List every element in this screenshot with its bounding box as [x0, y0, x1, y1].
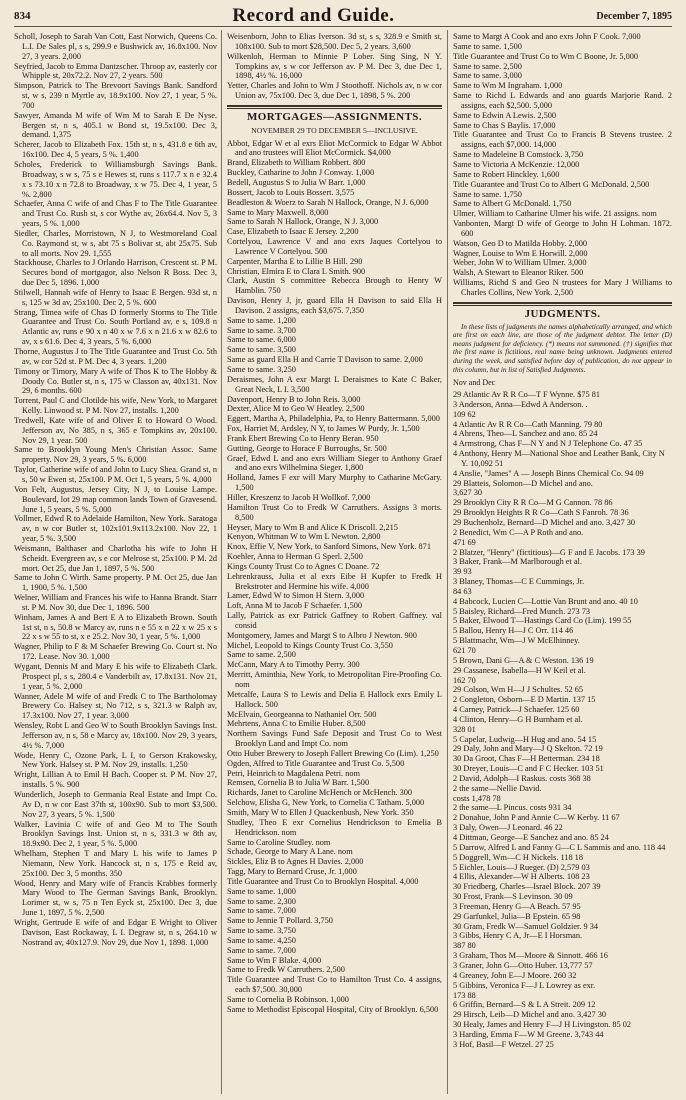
mortgage-entry: Scherer, Jacob to Elizabeth Fox. 15th st, n s, 431.8 e 6th av, 16x100. Dec 4, 5 years, 5 %. 1,400 [14, 140, 217, 160]
assignment-entry: Graef, Edwd L and ano exrs William Sieger to Anthony Graef and ano exrs Wilhelmina Sieger. 1,800 [227, 453, 442, 473]
mortgage-entry: Winham, James A and Bert E A to Elizabeth Brown. South 1st st, n s, 50.8 w Marcy av, runs n e 55 x n 22 x w 25 x s 22 x s w 55 to st, x e 25.2. Nov 30, 1 year, 5 %. 1,000 [14, 612, 217, 642]
judgment-entry: 29 Blatteis, Solomon—D Michel and ano. [453, 478, 593, 488]
judgment-entry: costs 1,478 78 [453, 793, 501, 803]
judgment-entry: 4 Anthony, Henry M—National Shoe and Leather Bank, City N Y. 10,092 51 [453, 449, 665, 468]
judgment-entry: 3 Freeman, Henry G—A Beach. 57 95 [453, 901, 581, 911]
assignment-entry: Same to Edwin A Lewis. 2,500 [453, 110, 557, 120]
judgment-entry: 29 Brooklyn City R R Co—M G Cannon. 78 86 [453, 498, 613, 508]
assignment-entry: Cortelyou, Lawrence V and ano exrs Jaques Cortelyou to Lawrence V Cortelyou. 500 [227, 237, 442, 256]
mortgage-entry: Wagner, Philip to F & M Schaefer Brewing Co. Court st. No 172. Lease. Nov 30. 1,000 [14, 642, 217, 662]
assignment-entry: Same to Cornelia B Robinson. 1,000 [227, 995, 349, 1004]
judgment-entry: 29 Atlantic Av R R Co—T F Wynne. $75 81 [453, 390, 601, 400]
assignment-entry: Same to Margt A Cook and ano exrs John F Cook. 7,000 [453, 32, 641, 41]
assignment-entry: Montgomery, James and Margt S to Albro J Newton. 900 [227, 630, 417, 640]
assignment-entry: Same to same. 3,750 [227, 926, 296, 936]
assignment-entry: Watson, Geo D to Matilda Hobby. 2,000 [453, 238, 588, 248]
assignment-entry: Same to same. 1,000 [227, 886, 296, 896]
judgment-entry: 328 01 [453, 724, 476, 734]
assignment-entry: Same to Albert G McDonald. 1,750 [453, 199, 572, 209]
judgment-entry: 387 80 [453, 941, 476, 951]
judgment-entry: 2 the same—L Pincus. costs 931 34 [453, 803, 572, 813]
assignment-entry: Gutting, George to Horace F Burroughs, Sr. 500 [227, 443, 387, 453]
assignment-entry: Carpenter, Martha E to Lillie B Hill. 290 [227, 256, 363, 266]
assignment-entry: Same to same. 6,000 [227, 335, 296, 345]
assignment-entry: Wagner, Louise to Wm E Horwill. 2,000 [453, 248, 588, 258]
mortgage-entry: Taylor, Catherine wife of and John to Lucy Shea. Grand st, n s, 50 w Ewen st, 25x100. P M. Oct 1, 5 years, 5 %. 4,000 [14, 465, 217, 484]
assignment-entry: Kings County Trust Co to Agnes C Doane. 72 [227, 561, 380, 571]
judgment-entry: 621 70 [453, 645, 476, 655]
mortgage-entry: Wygant, Dennis M and Mary E his wife to Elizabeth Clark. Prospect pl, s s, 280.4 e Vanderbilt av, 17.8x131. Nov 21, 1 year, 5 %. 2,000 [14, 662, 217, 691]
assignment-entry: Case, Elizabeth to Isaac E Jersey. 2,200 [227, 227, 359, 237]
assignment-entry: Michel, Leopold to Kings County Trust Co. 3,550 [227, 640, 393, 650]
assignment-entry: Deraismes, John A exr Margt L Deraismes to Kate C Baker, Great Neck, L I. 3,500 [227, 374, 442, 394]
judgment-entry: 3 Hof, Basil—F Wetzel. 27 25 [453, 1039, 554, 1049]
assignment-entry: Same to Madeleine B Comstock. 3,750 [453, 150, 584, 160]
column-rule [447, 30, 448, 1094]
assignment-entry: Same to same. 1,500 [453, 41, 522, 51]
column-3 [453, 32, 672, 1094]
mortgage-entry: Wensley, Robt L and Geo W to South Brooklyn Savings Inst. Jefferson av, n s, 58 e Marcy av, 18x100. Nov 29, 3 years, 4½ %. 7,000 [14, 721, 217, 750]
judgment-entry: 29 Cassanese, Isabella—H W Keil et al. [453, 665, 586, 675]
mortgage-entry: Weisenborn, John to Elias Iverson. 3d st, s s, 328.9 e Smith st, 108x100. Sub to mort $28,500. Dec 5, 2 years. 3,600 [227, 32, 442, 51]
assignment-entry: Title Guarantee and Trust Co to Albert G McDonald. 2,500 [453, 179, 650, 189]
assignment-entry: Same to Chas S Baylis. 17,000 [453, 120, 556, 130]
judgment-entry: 162 70 [453, 675, 476, 685]
assignment-entry: Lehrenkrauss, Julia et al exrs Eibe H Kupfer to Fredk H Brekstroter and Hermine his wife. 4,000 [227, 571, 442, 591]
judgment-entry: 4 Greaney, John E—J Moore. 260 32 [453, 970, 577, 980]
column-1 [14, 32, 217, 1094]
assignment-entry: Christian, Elmira E to Clara L Smith. 900 [227, 266, 366, 276]
assignment-entry: Petri, Heinrich to Magdalena Petri. nom [227, 768, 360, 778]
judgment-entry: 30 Frost, Frank—S Levinson. 30 09 [453, 892, 573, 902]
assignment-entry: Mehrtens, Anna C to Emilie Huber. 8,500 [227, 719, 366, 729]
judgment-entry: 29 Garfunkel, Julia—B Epstein. 65 98 [453, 911, 581, 921]
assignment-entry: Same to same. 3,700 [227, 325, 296, 335]
judgment-entry: 29 Brooklyn Heights R R Co—Cath S Fanroh. 78 36 [453, 508, 629, 518]
column-rule [221, 30, 222, 1094]
mortgage-entry: Wright, Lillian A to Emil H Bach. Cooper st. P M. Nov 27, installs. 5 %. 900 [14, 770, 217, 790]
judgment-entry: 30 Friedberg, Charles—Israel Block. 207 39 [453, 882, 601, 892]
assignment-entry: Holland, James F exr will Mary Murphy to Catharine McGary. 1,500 [227, 473, 442, 493]
assignment-entry: Same to Caroline Studley. nom [227, 837, 331, 847]
mortgage-entry: Stilwell, Hannah wife of Henry to Isaac E Bergen. 93d st, n s, 125 w 3d av, 25x100. Dec 2, 5 %. 600 [14, 287, 217, 307]
assignment-entry: Same to same. 4,250 [227, 935, 296, 945]
mortgage-entry: Wright, Gertrude E wife of and Edgar E Wright to Oliver Davison, East Rockaway, L I. Degraw st, n s, 264.10 w Nostrand av, 40x127.9. Nov 29, due Nov 1, 1898. 1,000 [14, 917, 217, 947]
judgment-entry: 29 Daly, John and Mary—J Q Skelton. 72 19 [453, 744, 603, 754]
assignment-entry: Title Guarantee and Trust Co to Hamilton Trust Co. 4 assigns, each $7,500. 30,000 [227, 975, 442, 995]
judgment-entry: 2 Blatzer, "Henry" (fictitious)—G F and E Jacobs. 173 39 [453, 547, 645, 557]
judgments-date-heading: Nov and Dec [453, 378, 496, 388]
assignment-entry: Williams, Richd S and Geo N trustees for Mary J Williams to Charles Collins, New York. 2,500 [453, 278, 672, 297]
judgment-entry: 3 Anderson, Anna—Edwd A Anderson. . [453, 399, 588, 409]
judgment-entry: 30 Gram, Fredk W—Samuel Goldzier. 9 34 [453, 921, 599, 931]
assignment-entry: Eggert, Martha A, Philadelphia, Pa, to Henry Battermann. 5,000 [227, 414, 440, 424]
assignment-entry: Same as guard Ella H and Carrie T Davison to same. 2,000 [227, 355, 423, 365]
judgment-entry: 30 Healy, James and Henry F—J H Livingston. 85 02 [453, 1020, 632, 1030]
assignment-entry: Smith, Mary W to Ellen J Quackenbush, New York. 350 [227, 807, 414, 817]
assignment-entry: Same to Jennie T Pollard. 3,750 [227, 916, 333, 926]
section-divider [227, 105, 442, 109]
assignment-entry: Beadleston & Woerz to Sarah N Hallock, Orange, N J. 6,000 [227, 197, 429, 207]
assignment-entry: Walsh, A Stewart to Eleanor Riker. 500 [453, 268, 584, 278]
page-number: 834 [14, 10, 31, 22]
mortgage-entry: Wilkenloh, Herman to Minnie P Lober. Sing Sing, N Y. Tompkins av, s w cor Jefferson av. P M. Dec 3, due Dec 1, 1898, 4½ %. 16,000 [227, 51, 442, 81]
assignment-entry: McElvain, Georgeanna to Nathaniel Orr. 500 [227, 709, 377, 719]
mortgage-entry: Von Felt, Augustus, Jersey City, N J, to Louise Lampe. Boulevard, lot 29 map common lands Town of Gravesend. June 1, 5 years, 5 %. 5,000 [14, 484, 217, 514]
assignment-entry: Vanbonten, Margt D wife of George to John H Lohman. 1872. 600 [453, 219, 672, 238]
mortgage-entry: Torrent, Paul C and Clotilde his wife, New York, to Margaret Kelly. Linwood st. P M. Nov 27, installs. 1,200 [14, 396, 217, 416]
assignment-entry: Remsen, Cornelia B to Julia W Barr. 1,500 [227, 778, 370, 788]
judgment-entry: 2 Congleton, Osborn—E D Martin. 137 15 [453, 695, 596, 705]
mortgage-entry: Same to John C Wirth. Same property. P M. Oct 25, due Jan 1, 1900, 5 %. 1,500 [14, 573, 217, 593]
mortgage-entry: Wood, Henry and Mary wife of Francis Krabbes formerly Mary Wood to The German Savings Bank, Brooklyn. Lorimer st, w s, 75 n Ten Eyck st, 25x100. Dec 3, due June 1, 1897, 5 %. 2,500 [14, 878, 217, 918]
mortgage-entry: Scholl, Joseph to Sarah Van Cott, East Norwich, Queens Co. L.I. De Sales pl, s s, 299.9 e Bushwick av, 16.8x100. Nov 27, 3 years. 2,000 [14, 32, 217, 61]
assignment-entry: Bossert, Jacob to Louis Bossert. 3,575 [227, 187, 355, 197]
assignment-entry: Fox, Harriet M, Ardsley, N Y, to James W Purdy, Jr. 1,500 [227, 424, 420, 434]
assignment-entry: Schade, George to Mary A Lane. nom [227, 847, 353, 857]
assignment-entry: Same to same. 2,500 [227, 650, 296, 660]
judgment-entry: 29 Buchenholz, Bernard—D Michel and ano. 3,427 30 [453, 518, 636, 527]
mortgage-entry: Simpson, Patrick to The Brevoort Savings Bank. Sandford st, w s, 239 n Myrtle av, 18.9x100. Nov 27, 1 year, 5 %. 700 [14, 81, 217, 110]
judgment-entry: 3,627 30 [453, 488, 483, 498]
mortgage-entry: Stackhouse, Charles to J Orlando Harrison, Crescent st. P M. Secures bond of mortgagor, also Nelson R Boss. Dec 3, due Dec 5, 1896. 1,000 [14, 258, 217, 288]
judgment-entry: 471 69 [453, 537, 476, 547]
mortgage-entry: Weismann, Balthaser and Charlotha his wife to John H Scheidt. Evergreen av, s e cor Melrose st, 25x100. P M. 2d mort. Oct 25, due Jan 1, 1897, 5 %. 500 [14, 543, 217, 573]
assignment-entry: Same to same. 2,500 [453, 61, 522, 71]
mortgage-entry: Welner, William and Frances his wife to Hanna Brandt. Starr st. P M. Nov 30, due Dec 1, 1896. 500 [14, 593, 217, 612]
judgment-entry: 5 Eichler, Louis—J Rueger. (D) 2,579 03 [453, 862, 590, 872]
judgment-entry: 3 Blaney, Thomas—C E Cummings, Jr. [453, 577, 585, 587]
assignment-entry: Ogden, Alfred to Title Guarantee and Trust Co. 5,500 [227, 758, 405, 768]
judgment-entry: 4 Clinton, Henry—G H Burnham et al. [453, 714, 583, 724]
assignment-entry: Same to Victoria A McKenzie. 12,000 [453, 159, 580, 169]
assignment-entry: Bedell, Augustus S to Julia W Barr. 1,000 [227, 177, 366, 187]
judgment-entry: 30 Da Groot, Chas F—H Betterman. 234 18 [453, 754, 600, 764]
mortgage-entry: Schaefer, Anna C wife of and Chas F to The Title Guarantee and Trust Co. Rush st, s cor Wythe av, 26x64.4. Nov 5, 3 years, 5 %. 1,000 [14, 199, 217, 229]
mortgages-date-range: NOVEMBER 29 TO DECEMBER 5—INCLUSIVE. [251, 125, 418, 135]
judgment-entry: 4 Babcock, Lucien C—Lottie Van Brunt and ano. 40 10 [453, 596, 638, 606]
judgment-entry: 5 Ballou, Henry H—J C Orr. 114 46 [453, 626, 574, 636]
judgment-entry: 6 Griffin, Bernard—S & L A Streit. 209 12 [453, 1000, 596, 1010]
assignment-entry: Davison, Henry J, jr, guard Ella H Davison to said Ella H Davison. 2 assigns, each $3,675. 7,350 [227, 296, 442, 315]
assignment-entry: Same to Robert Hinckley. 1,600 [453, 169, 560, 179]
judgment-entry: 5 Brown, Dani G—A & C Weston. 136 19 [453, 655, 594, 665]
judgment-entry: 5 Blattmachr, Wm—J W McElhinney. [453, 636, 580, 646]
judgment-entry: 29 Colson, Wm H—J J Schultes. 52 65 [453, 685, 584, 695]
assignment-entry: Studley, Theo E exr Cornelius Hendrickson to Emelia B Hendrickson. nom [227, 817, 442, 837]
assignment-entry: Same to same. 3,500 [227, 345, 296, 355]
assignment-entry: Same to Wm M Ingraham. 1,000 [453, 81, 563, 91]
mortgage-entry: Strang, Timea wife of Chas D formerly Storms to The Title Guarantee and Trust Co. South Portland av, e s, 109.8 n Atlantic av, runs e 90 x n 40 x w 7.6 x n 21.6 x w 82.6 to av, x s 61.6. Dec 4, 3 years, 5 %. 6,000 [14, 307, 217, 347]
assignment-entry: Knox, Effie V, New York, to Sanford Simons, New York. 871 [227, 542, 431, 552]
assignment-entry: Same to Fredk W Carruthers. 2,500 [227, 965, 345, 975]
judgment-entry: 30 Dreyer, Louis—C and F C Hecker. 103 51 [453, 764, 604, 774]
judgment-entry: 3 Daly, Owen—J Leonard. 46 22 [453, 823, 563, 833]
assignment-entry: Hiller, Kreszenz to Jacob H Wollkof. 7,000 [227, 492, 371, 502]
assignment-entry: Lally, Patrick as exr Patrick Gaffney to Robert Gaffney. val consid [227, 611, 442, 630]
judgment-entry: 4 Ahrens, Theo—L Sanchez and ano. 85 24 [453, 429, 598, 439]
assignment-entry: Tagg, Mary to Bernard Cruse, Jr. 1,000 [227, 867, 357, 877]
assignment-entry: Selchow, Elisha G, New York, to Cornelia C Tatham. 5,000 [227, 798, 425, 808]
assignment-entry: Same to same. 1,200 [227, 315, 296, 325]
judgment-entry: 3 Graner, John G—Otto Huber. 13,777 57 [453, 960, 593, 970]
assignment-entry: Ulmer, William to Catharine Ulmer his wife. 21 assigns. nom [453, 209, 657, 219]
assignment-entry: Title Guarantee and Trust Co to Francis B Stevens trustee. 2 assigns, each $7,000. 14,000 [453, 130, 672, 150]
assignment-entry: Same to same. 7,000 [227, 906, 296, 916]
mortgage-entry: Wunderlich, Joseph to Germania Real Estate and Impt Co. Av D, n w cor East 37th st, 100x90. Sub to mort $3,500. Nov 27, 3 years, 5 %. 1,500 [14, 789, 217, 819]
assignment-entry: Same to Richd L Edwards and ano guards Marjorie Rand. 2 assigns, each $2,500. 5,000 [453, 91, 672, 110]
mortgage-entry: Siedler, Charles, Morristown, N J, to Westmoreland Coal Co. Raymond st, w s, abt 75 s Bolivar st, abt 25x75. Sub to all morts. Nov 29. 1,555 [14, 228, 217, 258]
assignment-entry: Same to same. 7,000 [227, 945, 296, 955]
assignment-entry: Same to same. 3,250 [227, 365, 296, 374]
issue-date: December 7, 1895 [596, 10, 672, 22]
mortgage-entry: Vollmer, Edwd R to Adelaide Hamilton, New York. Saratoga av, n w cor Butler st, 102x101.9x113.2x100. Nov 22, 1 year, 5 %. 3,500 [14, 514, 217, 544]
assignment-entry: Sickles, Eliz B to Agnes H Davies. 2,000 [227, 857, 364, 867]
assignment-entry: Frank Ebert Brewing Co to Henry Beran. 950 [227, 433, 379, 443]
mortgage-entry: Seyfried, Jacob to Emma Dantzscher. Throop av, easterly cor Whipple st, 20x72.2. Nov 27, 2 years. 500 [14, 61, 217, 81]
assignment-entry: Clark, Austin S committee Rebecca Brough to Henry W Hamblin. 750 [227, 276, 442, 296]
judgment-entry: 2 the same—Nellie David. [453, 783, 542, 793]
mortgage-entry: Tredwell, Kate wife of and Oliver E to Howard O Wood. Jefferson av, No 385, n s, 365 e Tompkins av, 20x100. Nov 29, 1 year. 500 [14, 415, 217, 445]
judgment-entry: 3 Harding, Emma F—W M Greene. 3,743 44 [453, 1029, 604, 1039]
assignment-entry: Same to Mary Maxwell. 8,000 [227, 207, 329, 217]
assignment-entry: Same to same. 3,000 [453, 71, 522, 81]
assignment-entry: Richards, Janet to Caroline McHench or McHench. 300 [227, 788, 413, 798]
column-2 [227, 32, 442, 1094]
judgment-entry: 4 Ellis, Alexander—W H Alberts. 108 23 [453, 872, 590, 882]
judgment-entry: 4 Carney, Patrick—J Schaefer. 125 60 [453, 705, 580, 715]
section-heading-judgments: JUDGMENTS. [524, 307, 601, 320]
judgment-entry: 4 Atlantic Av R R Co—Cath Manning. 79 80 [453, 419, 603, 429]
judgment-entry: 2 Donahue, John P and Annie C—W Kerby. 11 67 [453, 813, 620, 823]
assignment-entry: Title Guarantee and Trust Co to Brooklyn Hospital. 4,000 [227, 876, 419, 886]
mortgage-entry: Scholes, Frederick to Williamsburgh Savings Bank. Broadway, s w s, 75 s e Hewes st, runs s 117.7 x n e 32.4 x s 73.10 x n 72.8 to Broadway, x w 75. Dec 4, 1 year, 5 %. 2,800 [14, 159, 217, 199]
assignment-entry: Title Guarantee and Trust Co to Wm C Boone, Jr. 5,000 [453, 51, 639, 61]
section-divider [453, 302, 672, 306]
mortgage-entry: Wanner, Adele M wife of and Fredk C to The Bartholomay Brewery Co. Halsey st, No 712, s s, 321.3 w Ralph av, 17.3x100. Nov 27, 1 year. 3,000 [14, 691, 217, 721]
assignment-entry: Kenyon, Whitman W to Wm L Newton. 2,800 [227, 532, 381, 542]
assignment-entry: Buckley, Catharine to John J Conway. 1,000 [227, 168, 375, 178]
assignment-entry: Same to Wm F Blake. 4,000 [227, 955, 322, 965]
assignment-entry: Otto Huber Brewery to Joseph Fallert Brewing Co (Lim). 1,250 [227, 748, 439, 758]
judgment-entry: 39 93 [453, 567, 472, 577]
assignment-entry: Brand, Elizabeth to William Robbert. 800 [227, 158, 366, 168]
assignment-entry: Same to same. 2,300 [227, 896, 296, 906]
judgment-entry: 3 Graham, Thos M—Moore & Sinnott. 466 16 [453, 951, 608, 961]
mortgage-entry: Thorne, Augustus J to The Title Guarantee and Trust Co. 5th av, w cor 52d st. P M. Dec 4, 3 years. 1,200 [14, 347, 217, 366]
judgment-entry: 5 Gibbins, Veronica F—J L Lowrey as exr. [453, 980, 596, 990]
mortgage-entry: Same to Brooklyn Young Men's Christian Assoc. Same property. Nov 29, 3 years, 5 %. 6,000 [14, 445, 217, 465]
assignment-entry: Heyser, Mary to Wm B and Alice K Driscoll. 2,215 [227, 522, 398, 532]
judgment-entry: 5 Darrow, Alfred L and Fanny G—C L Sammis and ano. 118 44 [453, 842, 666, 852]
judgment-entry: 4 Dittman, George—E Sanchez and ano. 85 24 [453, 833, 609, 842]
judgment-entry: 2 David, Adolph—I Raskus. costs 368 38 [453, 773, 591, 783]
assignment-entry: Same to same. 1,750 [453, 189, 522, 199]
judgment-entry: 4 Armstrong, Chas F—N Y and N J Telephone Co. 47 35 [453, 439, 643, 449]
assignment-entry: Lamer, Edwd W to Simon H Stern. 3,000 [227, 591, 365, 601]
judgment-entry: 4 Anslie, "James" A — Joseph Binns Chemical Co. 94 09 [453, 468, 644, 478]
assignment-entry: Merritt, Aminthia, New York, to Metropolitan Fire-Proofing Co. nom [227, 670, 442, 689]
judgment-entry: 84 63 [453, 586, 472, 596]
assignment-entry: Koehler, Anna to Herman G Sperl. 2,500 [227, 552, 363, 562]
section-heading-mortgages: MORTGAGES—ASSIGNMENTS. [247, 110, 422, 123]
assignment-entry: Dexter, Alice M to Geo W Heatley. 2,500 [227, 404, 365, 414]
judgment-entry: 173 88 [453, 990, 476, 1000]
mortgage-entry: Sawyer, Amanda M wife of Wm M to Sarah E De Nyse. Bergen st, n s, 405.1 w Bond st, 19.5x100. Dec 3, demand. 1,375 [14, 110, 217, 140]
mortgage-entry: Walker, Lavinia C wife of and Geo M to The South Brooklyn Savings Inst. Union st, n s, 331.3 w 8th av, 18.9x90. Dec 2, 1 year, 5 %. 5,000 [14, 819, 217, 849]
page-header [14, 6, 672, 27]
mortgage-entry: Whelham, Stephen T and Mary L his wife to James P Niemann, New York. Hancock st, n s, 175 e Reid av, 25x100. Dec 3, 5 months. 350 [14, 849, 217, 878]
mortgage-entry: Yetter, Charles and John to Wm J Stoothoff. Nichols av, n w cor Union av, 75x100. Dec 3, due Dec 1, 1898, 5 %. 200 [227, 81, 442, 101]
judgment-entry: 5 Doggrell, Wm—C H Nickels. 118 18 [453, 852, 583, 862]
judgment-entry: 5 Baker, Elwood T—Hastings Card Co (Lim). 199 55 [453, 616, 632, 626]
publication-title: Record and Guide. [232, 5, 395, 26]
mortgage-entry: Timony or Timory, Mary A wife of Thos K to The Hobby & Doody Co. Butler st, n s, 175 w Classon av, 40x131. Nov 29, 6 months. 600 [14, 366, 217, 396]
assignment-entry: Loft, Anna M to Jacob F Schaefer. 1,500 [227, 601, 363, 611]
judgment-entry: 109 62 [453, 409, 476, 419]
judgment-entry: 3 Baker, Frank—M Marlborough et al. [453, 557, 582, 567]
judgments-note: In these lists of judgments the names alphabetically arranged, and which are first on each line, are those of the judgment debtor. The letter (D) means judgment for deficiency. (*) means not summoned. (†) signifies that the first name is fictitious, real name being unknown. Judgments entered during the week, and satisfied before day of publication, do not appear in this column, but in list of Satisfied Judgments. [453, 322, 672, 374]
assignment-entry: Same to Methodist Episcopal Hospital, City of Brooklyn. 6,500 [227, 1004, 439, 1014]
judgment-entry: 29 Hirsch, Leib—D Michel and ano. 3,427 30 [453, 1010, 607, 1020]
assignment-entry: Abbot, Edgar W et al exrs Eliot McCormick to Edgar W Abbot and ano trustees will Eliot McCormick. $4,000 [227, 138, 442, 158]
assignment-entry: Metcalfe, Laura S to Lewis and Delia E Hallock exrs Emily L Hallock. 500 [227, 689, 442, 709]
judgment-entry: 3 Gibbs, Henry C A, Jr—E I Horsman. [453, 931, 583, 941]
judgment-entry: 5 Capelar, Ludwig—H Hug and ano. 54 15 [453, 734, 597, 744]
assignment-entry: Weber, John W to William Ulmer. 3,000 [453, 258, 587, 268]
assignment-entry: Davenport, Henry B to John Reis. 3,000 [227, 394, 361, 404]
assignment-entry: McCann, Mary A to Timothy Perry. 300 [227, 660, 360, 670]
judgment-entry: 2 Benedict, Wm C—A P Roth and ano. [453, 527, 584, 537]
assignment-entry: Northern Savings Fund Safe Deposit and Trust Co to West Brooklyn Land and Impt Co. nom [227, 729, 442, 749]
assignment-entry: Same to Sarah N Hallock, Orange, N J. 3,000 [227, 217, 379, 227]
mortgage-entry: Wode, Henry C, Ozone Park, L I, to Gerson Krakowsky, New York. Halsey st. P M. Nov 29, installs. 1,250 [14, 750, 217, 770]
judgment-entry: 5 Baisley, Richard—Fred Munch. 273 73 [453, 606, 591, 616]
assignment-entry: Hamilton Trust Co to Fredk W Carruthers. Assigns 3 morts. 8,500 [227, 502, 442, 522]
